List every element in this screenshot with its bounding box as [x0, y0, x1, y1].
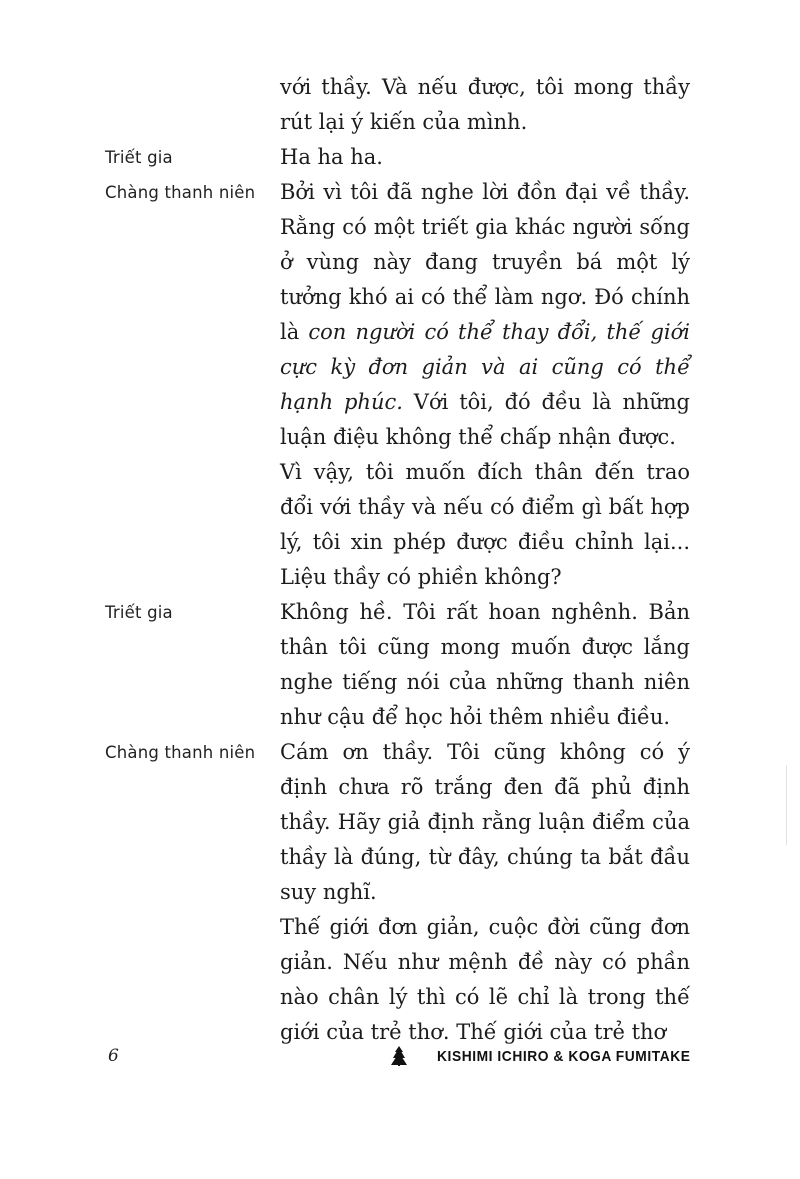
speech-paragraph	[280, 455, 690, 595]
plain-text: với thầy. Và nếu được, tôi mong thầy rút lại ý kiến của mình.	[280, 75, 690, 134]
speech-paragraph	[280, 595, 690, 735]
speech-text	[280, 175, 690, 595]
speech-text	[280, 70, 690, 140]
speaker-label: Chàng thanh niên	[105, 183, 256, 202]
speaker-label: Triết gia	[105, 603, 173, 622]
emphasized-text: con người có thể thay đổi, thế giới cực kỳ đơn giản và ai cũng có thể hạnh phúc.	[280, 320, 690, 414]
plain-text: Không hề. Tôi rất hoan nghênh. Bản thân tôi cũng mong muốn được lắng nghe tiếng nói của những thanh niên như cậu để học hỏi thêm nhiều điều.	[280, 600, 690, 729]
dialogue	[105, 70, 690, 1050]
dialogue-entry	[105, 70, 690, 140]
speech-paragraph	[280, 140, 690, 175]
speech-paragraph	[280, 175, 690, 455]
plain-text: Với tôi, đó đều là những luận điệu không thể chấp nhận được.	[280, 390, 690, 449]
page-number: 6	[108, 1046, 119, 1066]
speaker-label: Triết gia	[105, 148, 173, 167]
plain-text: Ha ha ha.	[280, 145, 383, 169]
speech-paragraph	[280, 735, 690, 910]
plain-text: Bởi vì tôi đã nghe lời đồn đại về thầy. Rằng có một triết gia khác người sống ở vùng này đang truyền bá một lý tưởng khó ai có thể làm ngơ. Đó chính là	[280, 180, 690, 344]
dialogue-entry	[105, 175, 690, 595]
speech-text	[280, 595, 690, 735]
speaker-label: Chàng thanh niên	[105, 743, 256, 762]
page-footer	[108, 1046, 690, 1066]
plain-text: Vì vậy, tôi muốn đích thân đến trao đổi với thầy và nếu có điểm gì bất hợp lý, tôi xin phép được điều chỉnh lại... Liệu thầy có phiền không?	[280, 460, 690, 589]
dialogue-entry	[105, 595, 690, 735]
dialogue-entry	[105, 735, 690, 1050]
footer-authors	[391, 1046, 691, 1066]
speech-text	[280, 735, 690, 1050]
plain-text: Thế giới đơn giản, cuộc đời cũng đơn giản. Nếu như mệnh đề này có phần nào chân lý thì có lẽ chỉ là trong thế giới của trẻ thơ. Thế giới của trẻ thơ	[280, 915, 690, 1044]
footer-authors-text: KISHIMI ICHIRO & KOGA FUMITAKE	[436, 1047, 690, 1065]
scan-edge-artifact	[786, 765, 787, 845]
speech-paragraph	[280, 70, 690, 140]
dialogue-entry	[105, 140, 690, 175]
fir-tree-icon	[391, 1046, 407, 1066]
speech-text	[280, 140, 690, 175]
speech-paragraph	[280, 910, 690, 1050]
plain-text: Cám ơn thầy. Tôi cũng không có ý định chưa rõ trắng đen đã phủ định thầy. Hãy giả định rằng luận điểm của thầy là đúng, từ đây, chúng ta bắt đầu suy nghĩ.	[280, 740, 690, 904]
